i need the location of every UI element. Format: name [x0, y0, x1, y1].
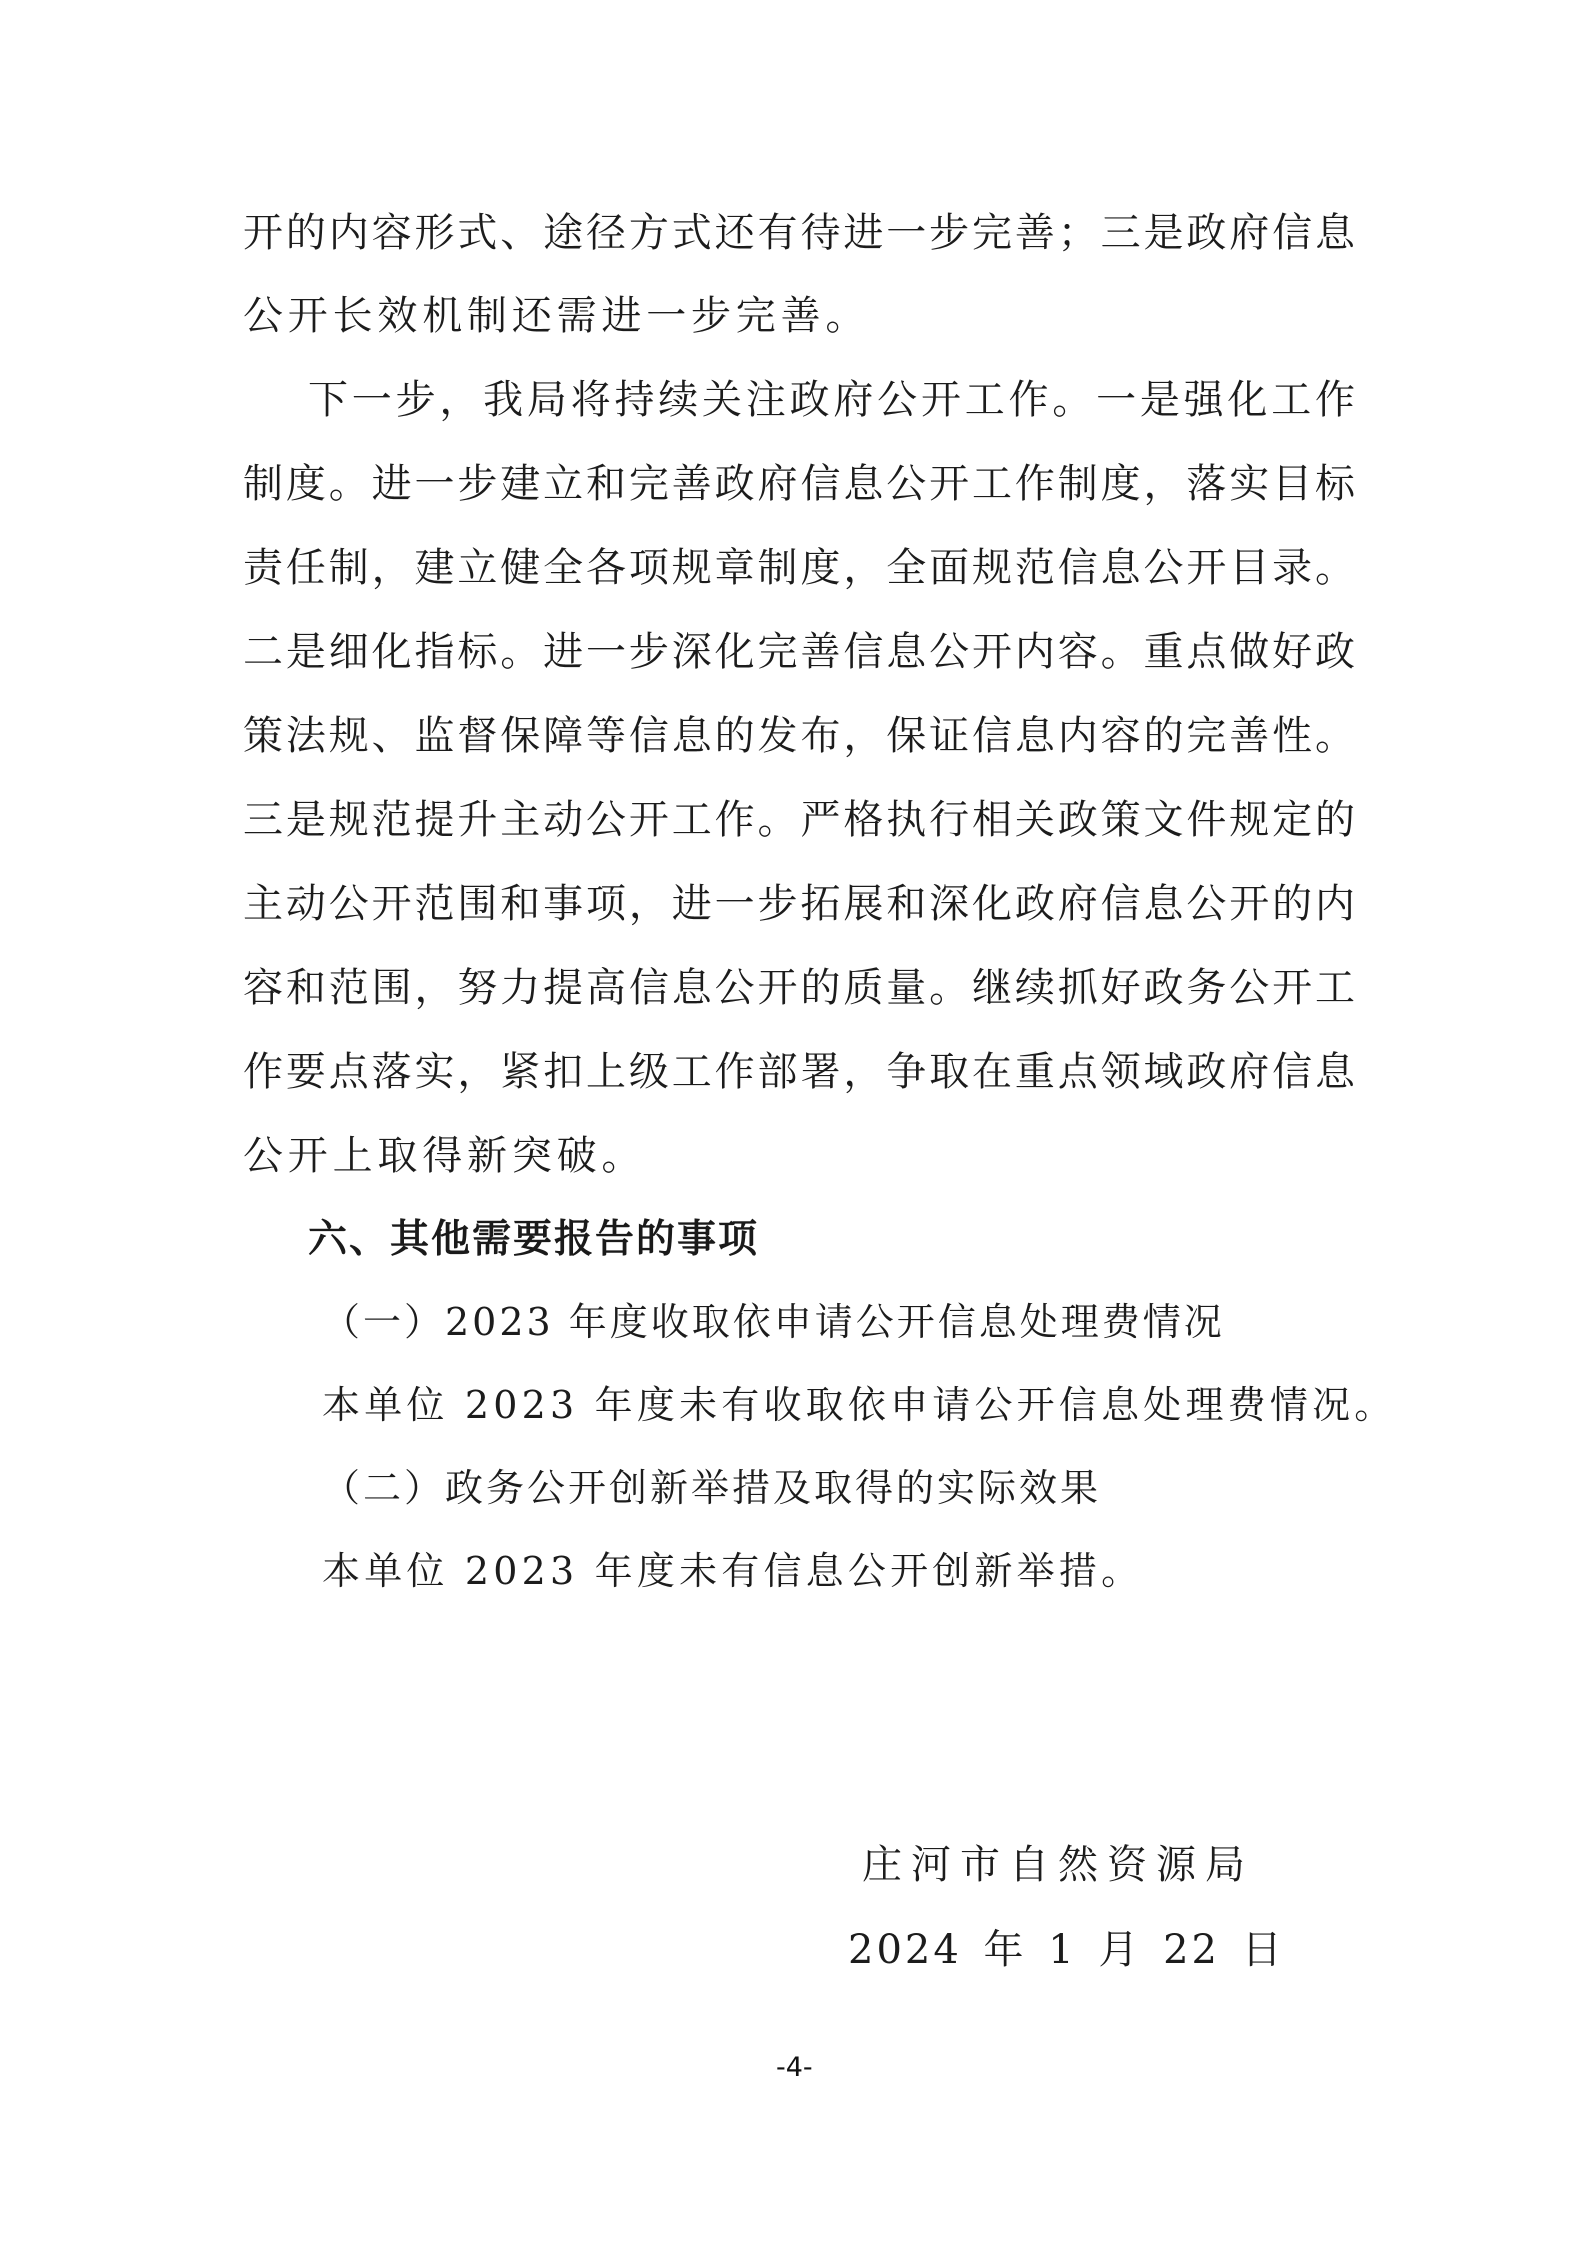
paragraph-line: 公开上取得新突破。	[243, 1133, 647, 1179]
paragraph-line: 开的内容形式、途径方式还有待进一步完善；三是政府信息	[243, 210, 1355, 256]
paragraph-line: 制度。进一步建立和完善政府信息公开工作制度，落实目标	[243, 461, 1355, 507]
page-number: -4-	[776, 2052, 813, 2083]
section-heading: 六、其他需要报告的事项	[308, 1217, 760, 1262]
paragraph-line: 主动公开范围和事项，进一步拓展和深化政府信息公开的内	[243, 881, 1355, 927]
subsection-title: （一）2023 年度收取依申请公开信息处理费情况	[322, 1300, 1225, 1344]
paragraph-line: 三是规范提升主动公开工作。严格执行相关政策文件规定的	[243, 797, 1355, 843]
subsection-body: 本单位 2023 年度未有收取依申请公开信息处理费情况。	[322, 1383, 1397, 1427]
paragraph-line: 公开长效机制还需进一步完善。	[243, 293, 871, 339]
paragraph-line: 容和范围，努力提高信息公开的质量。继续抓好政务公开工	[243, 965, 1355, 1011]
paragraph-line: 作要点落实，紧扣上级工作部署，争取在重点领域政府信息	[243, 1049, 1355, 1095]
signature-date: 2024 年 1 月 22 日	[848, 1927, 1285, 1973]
subsection-body: 本单位 2023 年度未有信息公开创新举措。	[322, 1549, 1144, 1593]
paragraph-line: 二是细化指标。进一步深化完善信息公开内容。重点做好政	[243, 629, 1355, 675]
signature-organization: 庄河市自然资源局	[862, 1842, 1254, 1888]
paragraph-line: 责任制，建立健全各项规章制度，全面规范信息公开目录。	[243, 545, 1355, 591]
paragraph-line: 策法规、监督保障等信息的发布，保证信息内容的完善性。	[243, 713, 1355, 759]
paragraph-line: 下一步，我局将持续关注政府公开工作。一是强化工作	[308, 377, 1355, 423]
subsection-title: （二）政务公开创新举措及取得的实际效果	[322, 1466, 1102, 1510]
